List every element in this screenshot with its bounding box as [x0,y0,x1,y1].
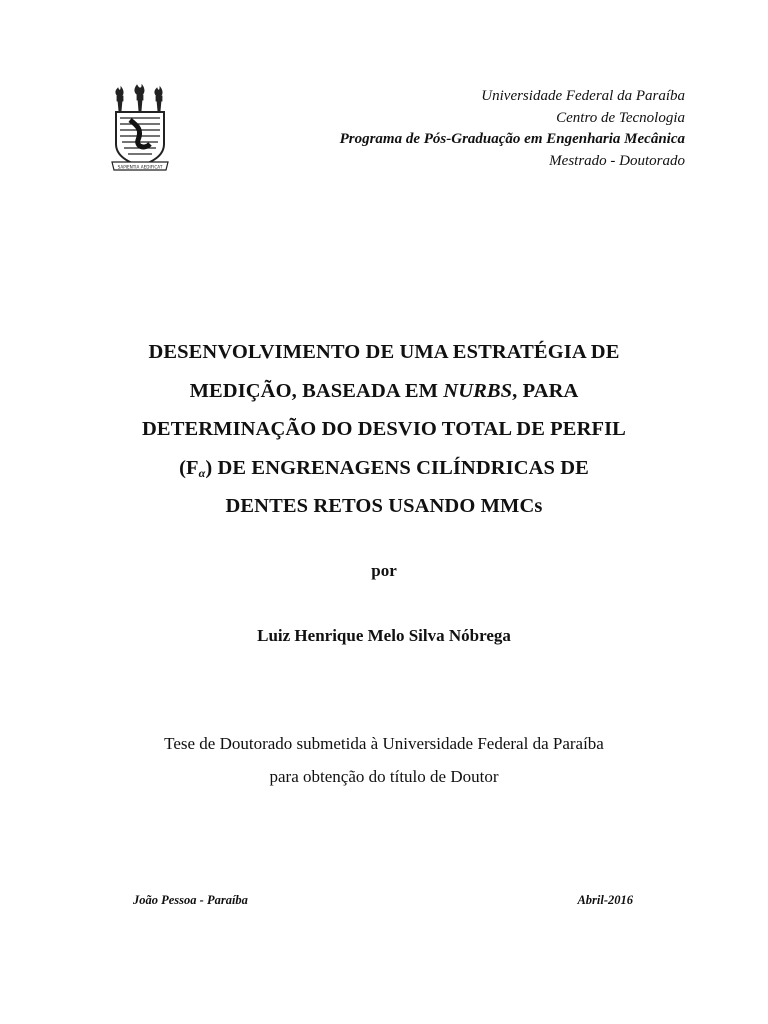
title-line-4-rest: ) DE ENGRENAGENS CILÍNDRICAS DE [205,456,589,479]
title-line-2-post: , PARA [512,379,579,402]
institution-header [340,86,685,172]
title-line-4 [80,449,688,488]
program-name: Programa de Pós-Graduação em Engenharia Mecânica [339,131,685,147]
svg-text:SAPIENTIA AEDIFICAT: SAPIENTIA AEDIFICAT [117,164,163,170]
title-line-2 [80,372,688,411]
degree-level: Mestrado - Doutorado [549,152,685,169]
title-line-2-italic: NURBS [443,379,513,402]
footer-place: João Pessoa - Paraíba [133,893,248,907]
title-line-5: DENTES RETOS USANDO MMCs [225,495,543,517]
thesis-line-1: Tese de Doutorado submetida à Universidade Federal da Paraíba [164,734,604,753]
title-line-4-subscript: α [198,465,206,480]
center-name: Centro de Tecnologia [556,109,685,126]
title-line-1: DESENVOLVIMENTO DE UMA ESTRATÉGIA DE [148,341,620,363]
title-line-4-open: (F [179,456,199,479]
by-label: por [371,561,397,580]
title-line-3: DETERMINAÇÃO DO DESVIO TOTAL DE PERFIL [142,418,626,440]
author-name: Luiz Henrique Melo Silva Nóbrega [257,626,511,645]
thesis-title [80,333,688,526]
thesis-description [0,727,768,793]
title-line-2-pre: MEDIÇÃO, BASEADA EM [189,379,444,402]
university-name: Universidade Federal da Paraíba [481,88,685,104]
thesis-line-2: para obtenção do título de Doutor [269,767,499,786]
university-crest-icon [108,82,172,172]
footer-date: Abril-2016 [577,893,633,907]
